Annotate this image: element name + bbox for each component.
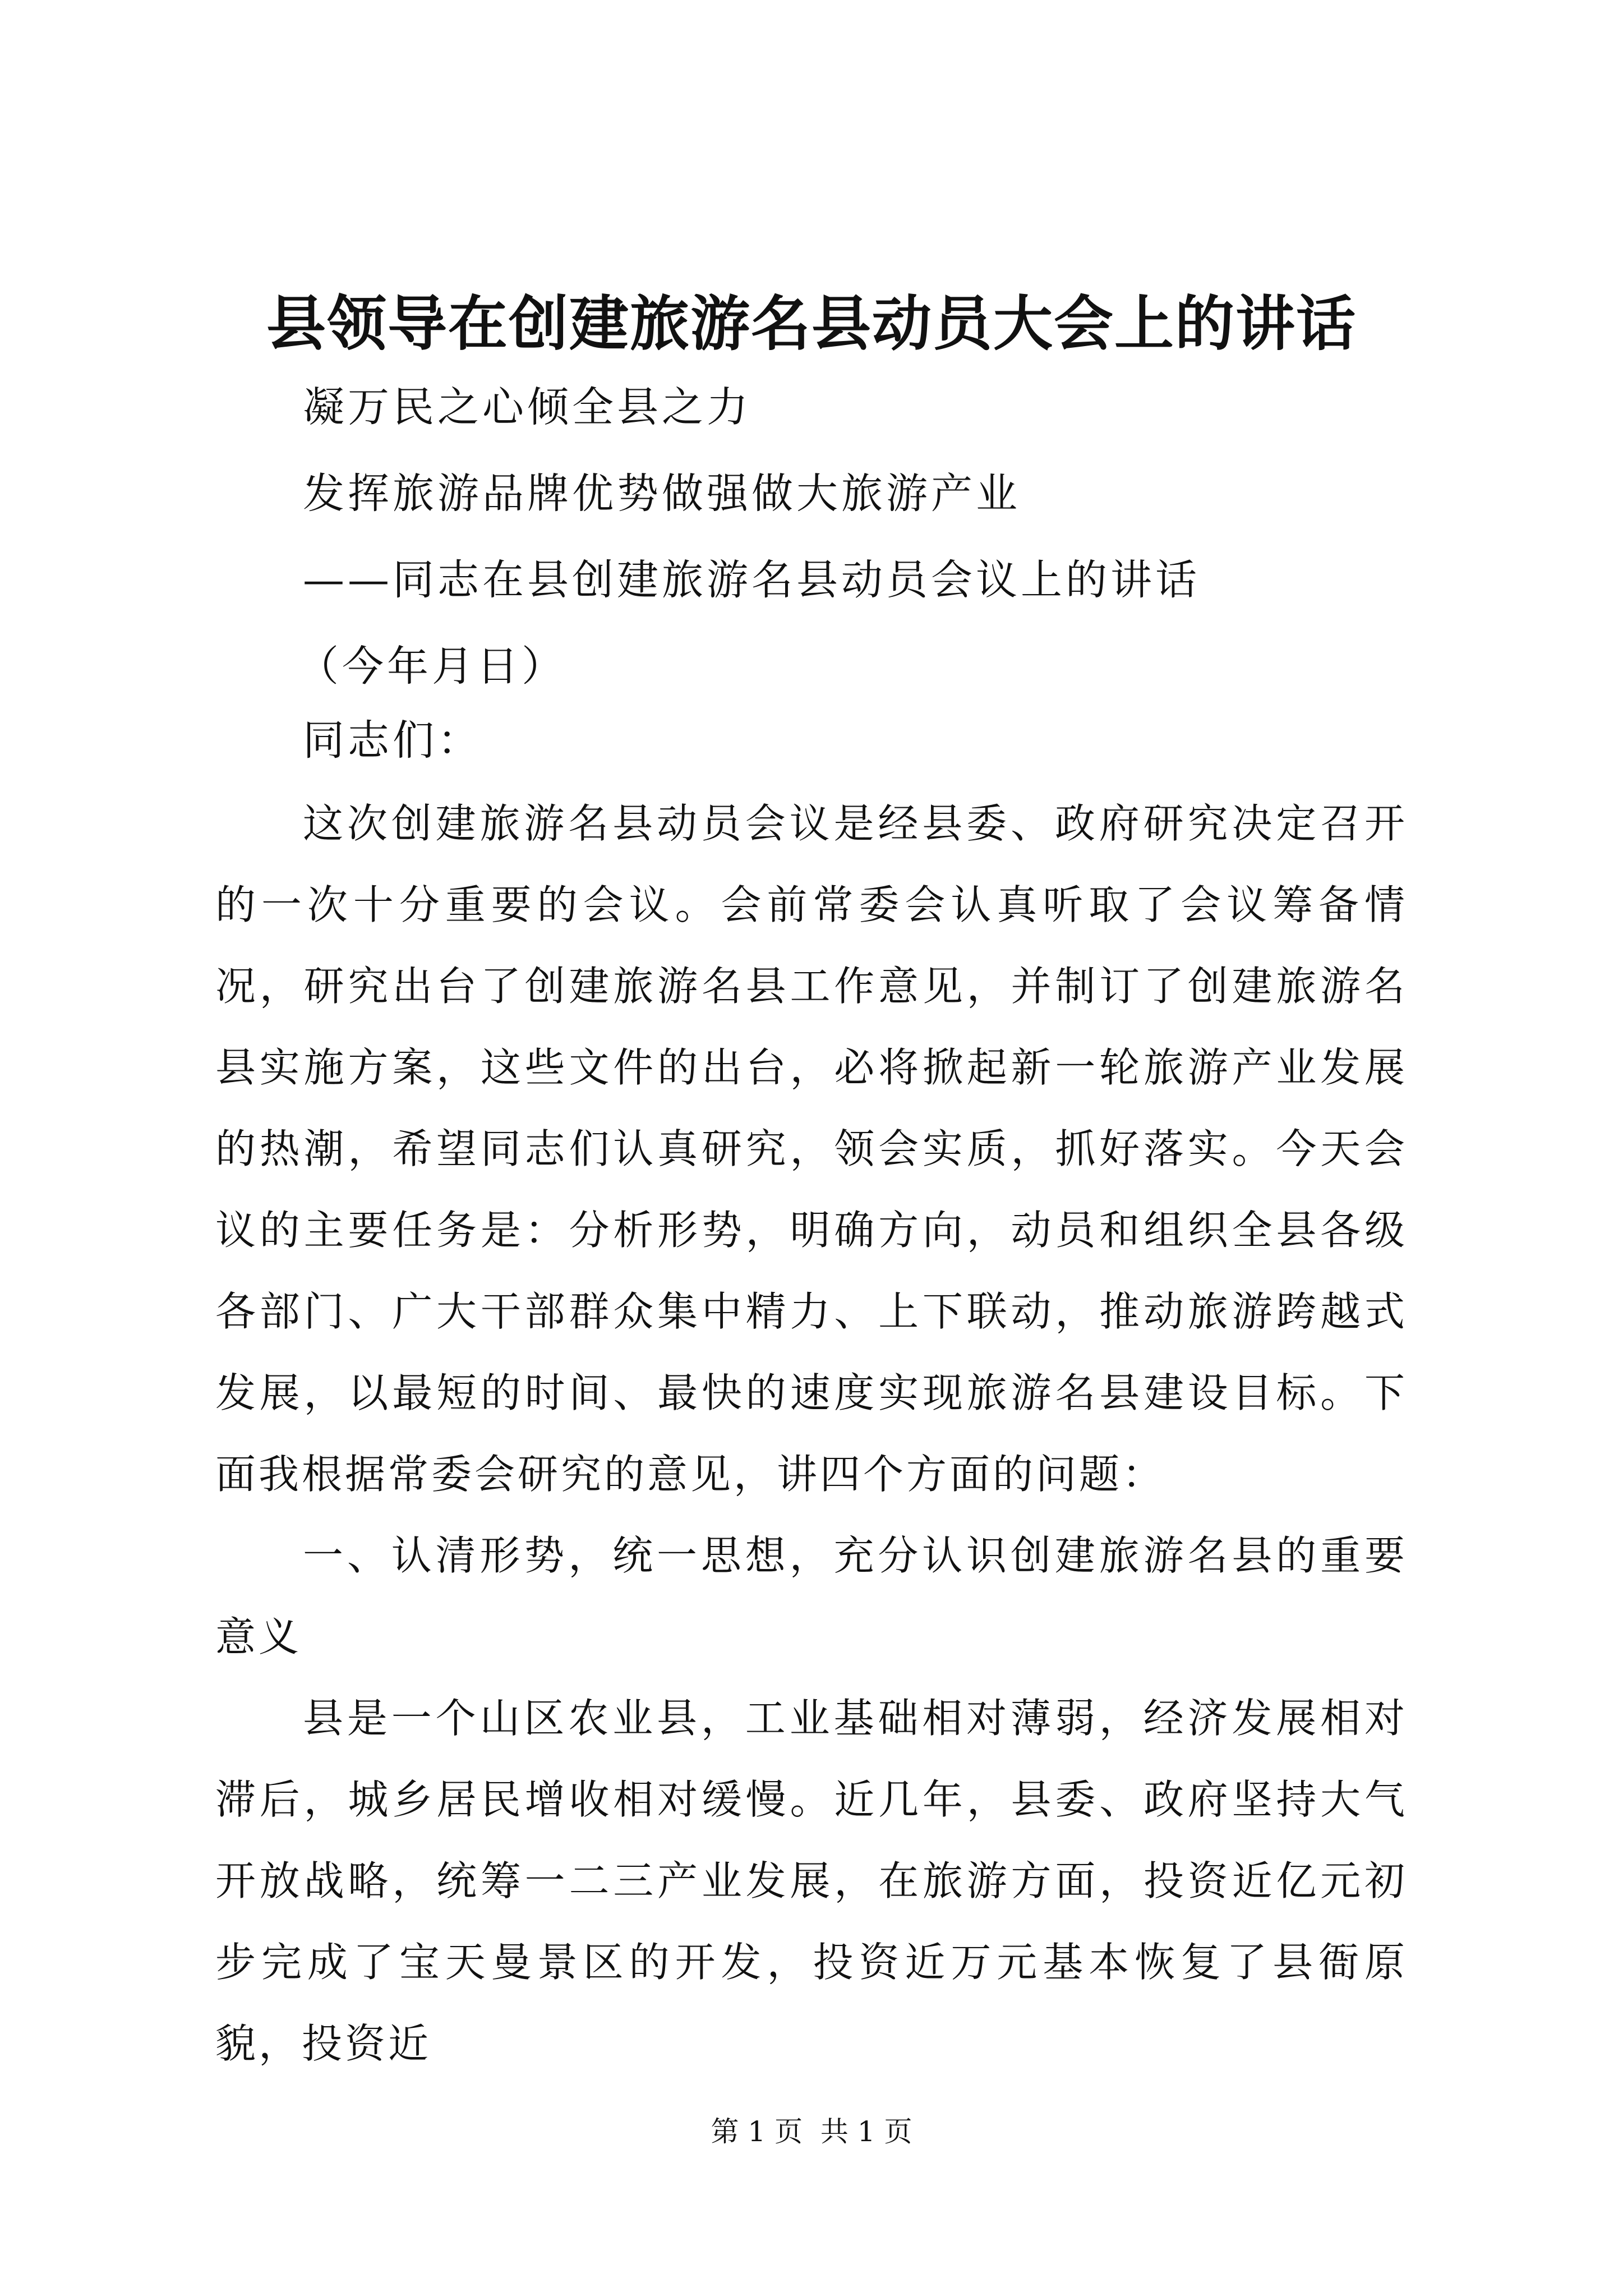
body-paragraph: 县是一个山区农业县，工业基础相对薄弱，经济发展相对滞后，城乡居民增收相对缓慢。近几年，县委、政府坚持大气开放战略，统筹一二三产业发展，在旅游方面，投资近亿元初步完成了宝天曼景区的开发，投资近万元基本恢复了县衙原貌，投资近	[215, 1695, 1408, 2067]
body-paragraph: 这次创建旅游名县动员会议是经县委、政府研究决定召开的一次十分重要的会议。会前常委会认真听取了会议筹备情况，研究出台了创建旅游名县工作意见，并制订了创建旅游名县实施方案，这些文件的出台，必将掀起新一轮旅游产业发展的热潮，希望同志们认真研究，领会实质，抓好落实。今天会议的主要任务是：分析形势，明确方向，动员和组织全县各级各部门、广大干部群众集中精力、上下联动，推动旅游跨越式发展，以最短的时间、最快的速度实现旅游名县建设目标。下面我根据常委会研究的意见，讲四个方面的问题：	[215, 800, 1408, 1498]
document-body	[215, 783, 1408, 2085]
page-number-label: 第 1 页 共 1 页	[711, 2115, 912, 2148]
section-heading: 一、认清形势，统一思想，充分认识创建旅游名县的重要意义	[215, 1532, 1408, 1660]
document-title: 县领导在创建旅游名县动员大会上的讲话	[266, 289, 1357, 358]
subtitle-slogan-1: 凝万民之心倾全县之力	[303, 383, 751, 431]
subtitle-slogan-2: 发挥旅游品牌优势做强做大旅游产业	[303, 470, 1021, 518]
subtitle-date: （今年月日）	[297, 642, 566, 691]
salutation: 同志们：	[303, 716, 482, 765]
subtitle-byline: ——同志在县创建旅游名县动员会议上的讲话	[303, 556, 1200, 604]
page-number-footer	[0, 2112, 1623, 2151]
